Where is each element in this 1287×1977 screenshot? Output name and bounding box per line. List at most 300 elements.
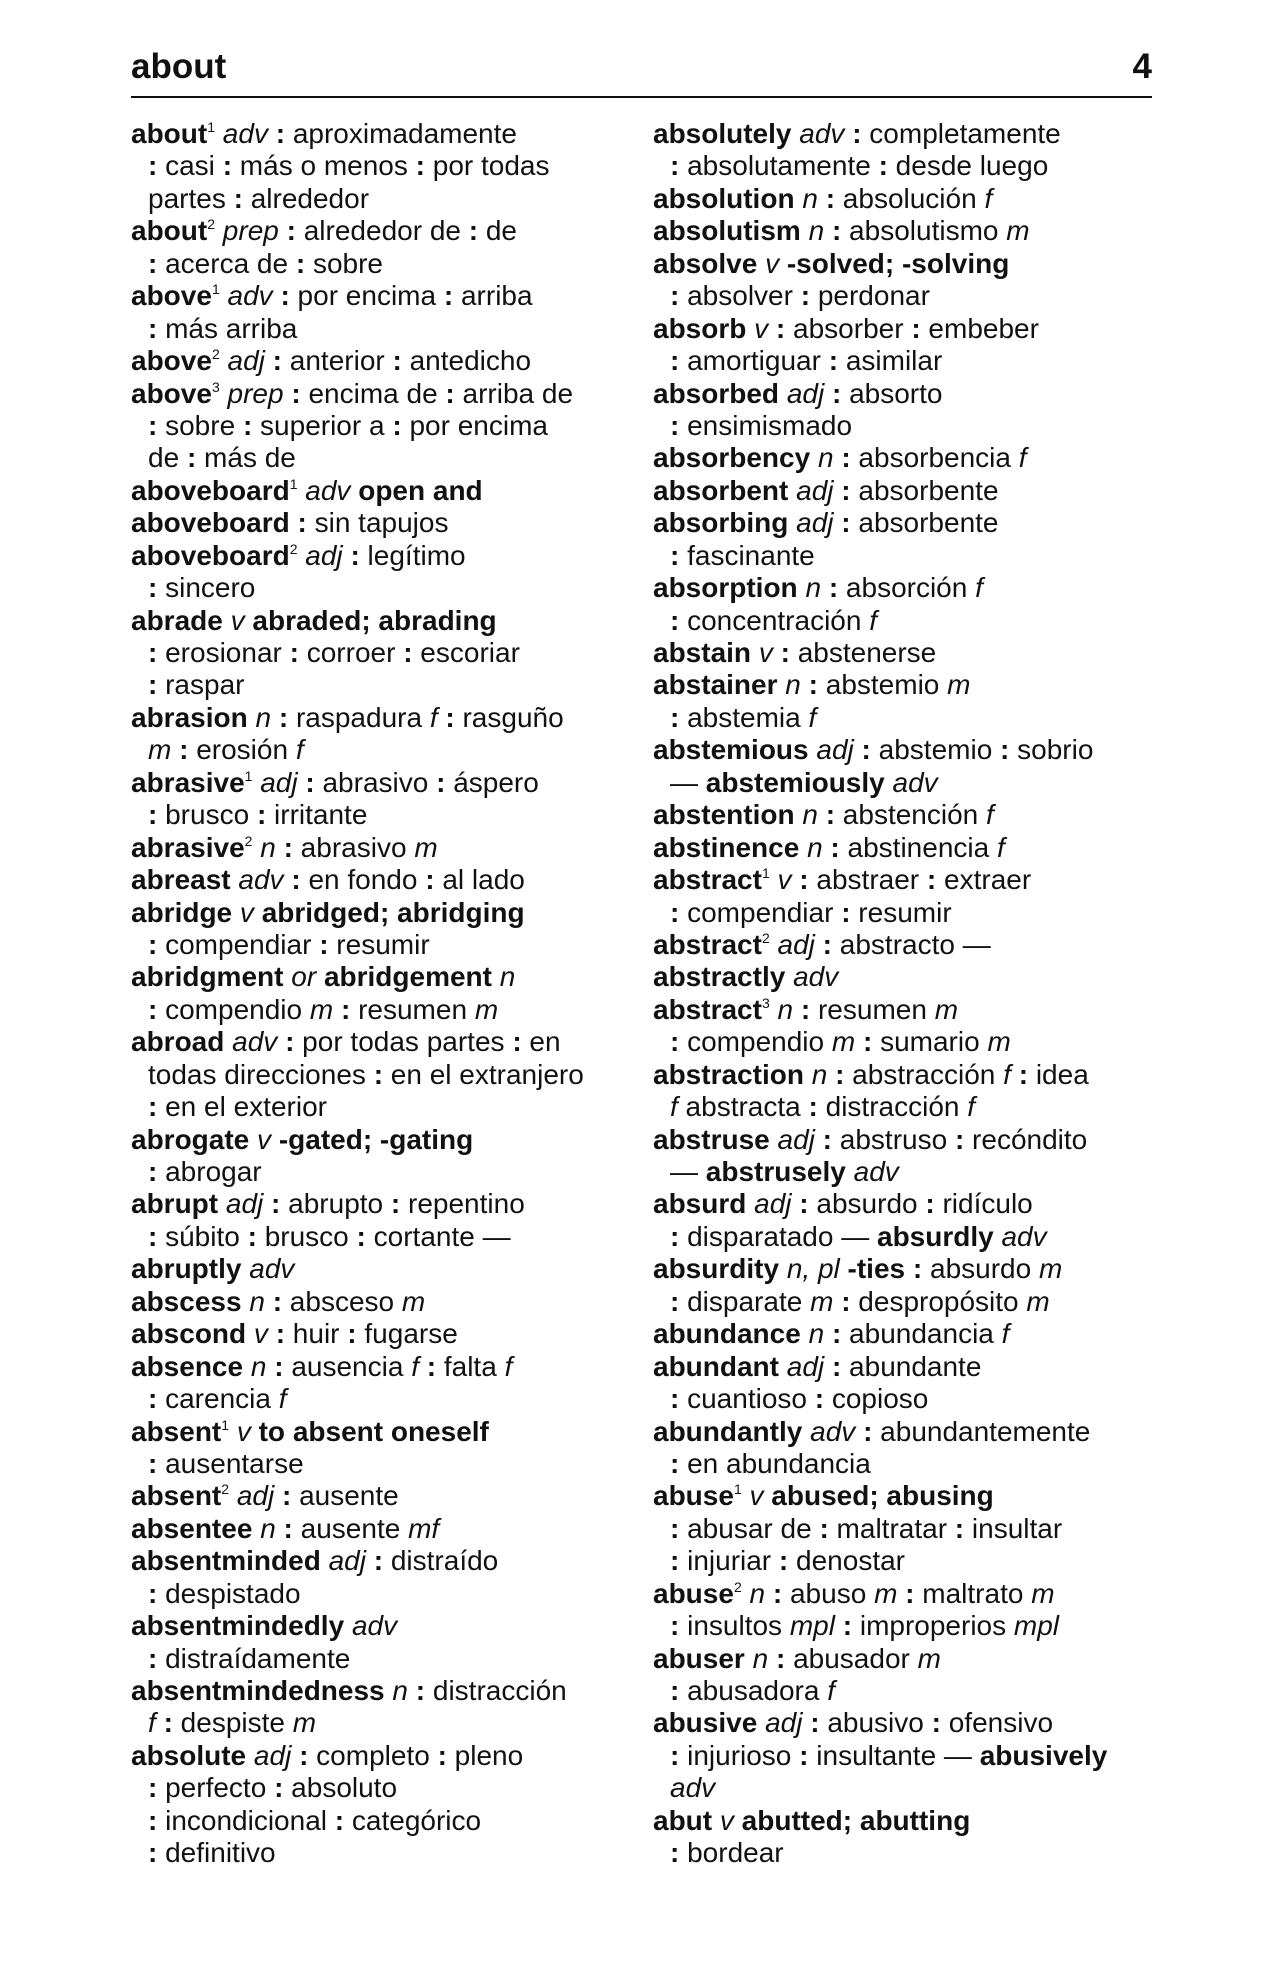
bold-text: :: [926, 864, 937, 896]
bold-text: abuse: [653, 1480, 734, 1512]
bold-text: :: [825, 182, 836, 214]
bold-text: :: [275, 1318, 286, 1350]
text: compendiar: [679, 896, 842, 928]
bold-text: :: [350, 539, 360, 571]
bold-text: abstrusely: [705, 1156, 846, 1187]
text: concentración: [679, 604, 870, 636]
text: [321, 1545, 329, 1576]
italic-text: n: [807, 831, 823, 863]
text: [773, 637, 781, 668]
bold-text: absolution: [653, 182, 795, 214]
italic-text: v: [236, 1415, 251, 1447]
bold-text: :: [954, 1512, 965, 1544]
text: distraído: [383, 1545, 499, 1577]
bold-text: to absent oneself: [258, 1415, 489, 1447]
bold-text: :: [670, 1285, 680, 1317]
dictionary-line: [653, 1253, 1158, 1285]
dictionary-line: [131, 1253, 636, 1285]
dictionary-line: [131, 507, 636, 539]
text: brusco: [157, 799, 257, 831]
italic-text: mpl: [789, 1610, 835, 1642]
homograph-number: 2: [733, 1578, 742, 1595]
bold-text: :: [285, 1026, 295, 1058]
italic-text: adj: [253, 1739, 292, 1771]
dictionary-line: [653, 1707, 1158, 1739]
italic-text: n: [392, 1675, 408, 1706]
homograph-number: 2: [207, 216, 216, 233]
text: en abundancia: [679, 1447, 871, 1479]
text: abundancia: [841, 1318, 1002, 1350]
bold-text: :: [283, 1512, 293, 1544]
dictionary-line: [131, 702, 636, 734]
bold-text: above: [131, 345, 212, 377]
text: en el exterior: [157, 1091, 327, 1123]
text: [218, 1188, 226, 1219]
text: absorbente: [850, 474, 999, 506]
italic-text: f: [967, 1091, 976, 1123]
bold-text: absentmindedly: [131, 1610, 345, 1642]
bold-text: :: [670, 1837, 680, 1869]
text: por todas: [424, 150, 550, 182]
text: despropósito: [850, 1285, 1027, 1317]
bold-text: :: [299, 1739, 309, 1771]
text: arriba de: [454, 377, 574, 409]
bold-text: :: [286, 215, 296, 247]
text: [765, 1578, 773, 1609]
text: de: [478, 215, 518, 247]
bold-text: :: [810, 1707, 820, 1739]
bold-text: abroad: [131, 1026, 225, 1058]
dictionary-line: [131, 961, 636, 993]
text: [824, 215, 832, 246]
text: abusar de: [679, 1512, 820, 1544]
bold-text: abstemious: [653, 734, 809, 766]
bold-text: :: [468, 215, 479, 247]
text: insultar: [964, 1512, 1063, 1544]
text: [271, 702, 279, 733]
bold-text: :: [297, 507, 307, 539]
text: sobre: [305, 247, 384, 279]
text: ridículo: [934, 1188, 1033, 1220]
bold-text: :: [670, 1220, 680, 1252]
page-number: 4: [1132, 47, 1152, 86]
italic-text: adv: [793, 961, 839, 993]
italic-text: f: [670, 1091, 678, 1123]
bold-text: :: [670, 604, 680, 636]
homograph-number: 3: [211, 378, 220, 395]
bold-text: abundant: [653, 1350, 779, 1382]
bold-text: :: [905, 1577, 915, 1609]
bold-text: :: [819, 1512, 829, 1544]
dictionary-line: [131, 1026, 636, 1058]
bold-text: :: [148, 1837, 158, 1869]
text: resumen: [350, 993, 475, 1025]
dictionary-line: [653, 118, 1158, 150]
text: incondicional: [157, 1804, 335, 1836]
text: [268, 1318, 276, 1349]
text: alrededor de: [295, 215, 469, 247]
italic-text: m: [987, 1026, 1011, 1058]
text: sin tapujos: [306, 507, 449, 539]
text: [885, 767, 893, 798]
text: repentino: [400, 1188, 525, 1220]
italic-text: n: [808, 215, 825, 247]
dictionary-line: [653, 1286, 1158, 1318]
bold-text: :: [415, 150, 425, 182]
dictionary-line: [653, 183, 1158, 215]
bold-text: :: [799, 1188, 809, 1220]
text: abusivo: [819, 1707, 932, 1739]
text: más o menos: [232, 150, 416, 182]
text: [712, 1805, 720, 1836]
italic-text: n: [811, 1058, 828, 1090]
italic-text: n: [808, 1318, 825, 1350]
bold-text: :: [800, 280, 811, 312]
text: perdonar: [810, 280, 930, 312]
dictionary-line: [653, 1383, 1158, 1415]
text: carencia: [157, 1383, 279, 1415]
text: abundante: [841, 1350, 982, 1382]
dictionary-line: [653, 378, 1158, 410]
bold-text: :: [1000, 734, 1010, 766]
text: [818, 799, 826, 830]
bold-text: abrogate: [131, 1123, 250, 1155]
text: absolutamente: [679, 150, 879, 182]
italic-text: f: [1003, 1058, 1011, 1090]
italic-text: f: [869, 604, 877, 636]
dictionary-line: [653, 345, 1158, 377]
text: absorbencia: [850, 442, 1019, 474]
dictionary-line: [653, 280, 1158, 312]
text: [768, 1643, 776, 1674]
text: [757, 1707, 765, 1738]
text: erosión: [188, 734, 296, 766]
text: abstención: [835, 799, 987, 831]
italic-text: f: [148, 1707, 156, 1739]
bold-text: abridgement: [323, 961, 492, 993]
text: abstracto —: [832, 928, 991, 960]
bold-text: absent: [131, 1480, 222, 1512]
bold-text: :: [148, 637, 158, 668]
bold-text: abrasive: [131, 831, 245, 863]
bold-text: :: [443, 280, 454, 312]
bold-text: abscess: [131, 1285, 242, 1317]
text: [801, 215, 809, 246]
bold-text: :: [912, 1253, 923, 1285]
bold-text: abuser: [653, 1642, 745, 1674]
text: abrasivo: [314, 766, 437, 798]
bold-text: :: [800, 993, 811, 1025]
text: injurioso: [679, 1739, 800, 1771]
text: [243, 1351, 251, 1382]
text: [751, 637, 759, 668]
text: categórico: [344, 1804, 482, 1836]
italic-text: m: [1038, 1253, 1063, 1285]
bold-text: :: [670, 539, 680, 571]
bold-text: abstain: [653, 637, 752, 668]
text: [779, 1253, 787, 1284]
dictionary-line: [131, 572, 636, 604]
italic-text: adj: [796, 507, 834, 539]
text: idea: [1028, 1058, 1089, 1090]
bold-text: :: [256, 799, 267, 831]
text: amortiguar: [679, 345, 829, 377]
text: [821, 572, 829, 603]
text: [265, 345, 273, 376]
bold-text: :: [670, 1447, 680, 1479]
dictionary-line: [131, 929, 636, 961]
bold-text: :: [319, 928, 329, 960]
italic-text: m: [309, 993, 334, 1025]
italic-text: adv: [892, 766, 938, 798]
text: insultos: [679, 1610, 790, 1642]
dictionary-line: [653, 897, 1158, 929]
text: por encima: [401, 409, 548, 441]
bold-text: :: [272, 1285, 283, 1317]
bold-text: :: [278, 701, 289, 733]
text: [745, 1643, 753, 1674]
bold-text: :: [852, 118, 862, 149]
text: [770, 864, 778, 895]
bold-text: :: [148, 409, 158, 441]
text: [742, 1578, 750, 1609]
text: absorto: [841, 377, 943, 409]
italic-text: n: [817, 442, 834, 474]
text: huir: [285, 1318, 348, 1350]
italic-text: m: [148, 734, 172, 766]
text: absurdo: [922, 1253, 1039, 1285]
bold-text: open and: [358, 474, 483, 506]
dictionary-line: [131, 540, 636, 572]
text: súbito: [157, 1220, 248, 1252]
dictionary-line: [131, 1448, 636, 1480]
italic-text: adj: [305, 539, 343, 571]
bold-text: :: [347, 1318, 357, 1350]
text: [274, 1480, 282, 1511]
dictionary-line: [131, 248, 636, 280]
text: ensimismado: [679, 409, 853, 441]
bold-text: :: [670, 701, 680, 733]
dictionary-line: [131, 1772, 636, 1804]
text: [419, 1351, 427, 1382]
text: absorber: [785, 312, 912, 344]
bold-text: :: [822, 928, 832, 960]
dictionary-line: [131, 280, 636, 312]
text: injuriar: [679, 1545, 779, 1577]
italic-text: adj: [786, 1350, 825, 1382]
text: en el extranjero: [383, 1058, 584, 1090]
bold-text: :: [392, 409, 402, 441]
text: perfecto: [157, 1772, 275, 1804]
bold-text: abstract: [653, 928, 762, 960]
dictionary-line: [131, 1124, 636, 1156]
bold-text: :: [222, 150, 233, 182]
text: fascinante: [679, 539, 815, 571]
bold-text: :: [808, 669, 818, 701]
text: por todas partes: [294, 1026, 513, 1058]
dictionary-line: [653, 734, 1158, 766]
text: [788, 507, 796, 538]
dictionary-line: [653, 1740, 1158, 1772]
dictionary-line: [131, 1156, 636, 1188]
bold-text: :: [772, 1577, 783, 1609]
bold-text: abstainer: [653, 669, 778, 701]
italic-text: m: [1026, 1285, 1050, 1317]
bold-text: :: [670, 345, 680, 377]
bold-text: :: [831, 1350, 842, 1382]
dictionary-line: [653, 1156, 1158, 1188]
text: [220, 378, 228, 409]
text: [855, 1026, 863, 1057]
dictionary-line: [131, 832, 636, 864]
dictionary-line: [653, 605, 1158, 637]
text: [846, 1156, 854, 1187]
text: [251, 1416, 259, 1447]
text: abusador: [785, 1642, 918, 1674]
homograph-number: 1: [761, 865, 770, 882]
bold-text: abstract: [653, 864, 762, 896]
dictionary-line: [653, 150, 1158, 182]
dictionary-line: [653, 994, 1158, 1026]
bold-text: absentee: [131, 1512, 253, 1544]
text: [220, 280, 228, 311]
text: [770, 929, 778, 960]
italic-text: f: [1001, 1318, 1010, 1350]
text: maltrato: [914, 1577, 1032, 1609]
text: [905, 1253, 913, 1284]
homograph-number: 1: [221, 1416, 230, 1433]
bold-text: :: [670, 1383, 680, 1415]
dictionary-line: [131, 1545, 636, 1577]
bold-text: :: [373, 1545, 384, 1577]
bold-text: :: [148, 1156, 158, 1187]
bold-text: :: [814, 1383, 825, 1415]
bold-text: :: [148, 1772, 158, 1804]
italic-text: adv: [238, 864, 284, 896]
text: completamente: [861, 118, 1061, 149]
dictionary-line: [131, 118, 636, 150]
text: [276, 832, 284, 863]
bold-text: :: [878, 150, 888, 182]
bold-text: :: [828, 345, 839, 377]
bold-text: absorbency: [653, 442, 811, 474]
text: irritante: [266, 799, 368, 831]
bold-text: :: [289, 637, 299, 668]
bold-text: abstruse: [653, 1123, 770, 1155]
text: distracción: [425, 1675, 567, 1706]
text: cuantioso: [679, 1383, 815, 1415]
text: abstemia: [679, 701, 809, 733]
italic-text: n: [777, 993, 794, 1025]
dictionary-line: [131, 1578, 636, 1610]
italic-text: v: [777, 864, 792, 896]
bold-text: abridgment: [131, 961, 284, 993]
italic-text: f: [986, 799, 994, 831]
text: [215, 118, 223, 149]
text: [223, 605, 231, 636]
italic-text: v: [230, 604, 245, 636]
bold-text: abutted; abutting: [741, 1804, 971, 1836]
italic-text: mpl: [1013, 1610, 1060, 1642]
text: abstruso: [831, 1123, 955, 1155]
text: distraídamente: [157, 1642, 351, 1674]
bold-text: :: [863, 1415, 873, 1447]
italic-text: prep: [227, 377, 284, 409]
italic-text: v: [758, 637, 773, 668]
text: ausente: [292, 1512, 409, 1544]
bold-text: :: [340, 993, 351, 1025]
bold-text: :: [148, 1091, 158, 1123]
italic-text: f: [429, 701, 438, 733]
text: [171, 734, 179, 765]
italic-text: n: [752, 1642, 769, 1674]
bold-text: :: [822, 1123, 832, 1155]
italic-text: n: [249, 1285, 265, 1317]
bold-text: about: [131, 118, 208, 149]
italic-text: m: [831, 1026, 856, 1058]
bold-text: :: [403, 637, 413, 668]
text: abundantemente: [872, 1415, 1091, 1447]
text: [799, 832, 807, 863]
italic-text: m: [874, 1577, 898, 1609]
text: brusco: [256, 1220, 357, 1252]
text: todas direcciones: [148, 1058, 374, 1090]
italic-text: f: [295, 734, 304, 766]
bold-text: :: [775, 312, 786, 344]
dictionary-line: [131, 994, 636, 1026]
dictionary-line: [131, 378, 636, 410]
bold-text: abreast: [131, 864, 231, 896]
dictionary-line: [131, 1740, 636, 1772]
dictionary-line: [131, 1675, 636, 1707]
dictionary-line: [131, 637, 636, 669]
italic-text: f: [278, 1383, 287, 1415]
text: ofensivo: [940, 1707, 1054, 1739]
bold-text: :: [163, 1707, 173, 1739]
bold-text: absorption: [653, 572, 798, 604]
italic-text: n: [250, 1350, 267, 1382]
italic-text: n: [785, 669, 801, 701]
dictionary-line: [653, 248, 1158, 280]
dictionary-line: [653, 1610, 1158, 1642]
bold-text: absolute: [131, 1739, 247, 1771]
bold-text: :: [148, 1447, 158, 1479]
text: [746, 313, 754, 344]
bold-text: :: [437, 1739, 447, 1771]
italic-text: adj: [754, 1188, 792, 1220]
text: [268, 118, 276, 149]
dictionary-line: [653, 1545, 1158, 1577]
bold-text: :: [670, 409, 680, 441]
dictionary-line: [131, 605, 636, 637]
bold-text: abrasive: [131, 766, 245, 798]
italic-text: f: [984, 182, 993, 214]
bold-text: :: [291, 377, 301, 409]
dictionary-line: [653, 1675, 1158, 1707]
bold-text: :: [356, 1220, 366, 1252]
bold-text: :: [272, 345, 282, 377]
bold-text: :: [911, 312, 921, 344]
homograph-number: 1: [211, 281, 220, 298]
bold-text: :: [280, 280, 290, 312]
text: abuso: [782, 1577, 875, 1609]
left-column: [131, 118, 636, 1870]
bold-text: :: [861, 734, 871, 766]
dictionary-line: [653, 1578, 1158, 1610]
bold-text: abusively: [979, 1739, 1108, 1771]
text: [835, 1610, 843, 1641]
text: absorbente: [850, 507, 999, 539]
